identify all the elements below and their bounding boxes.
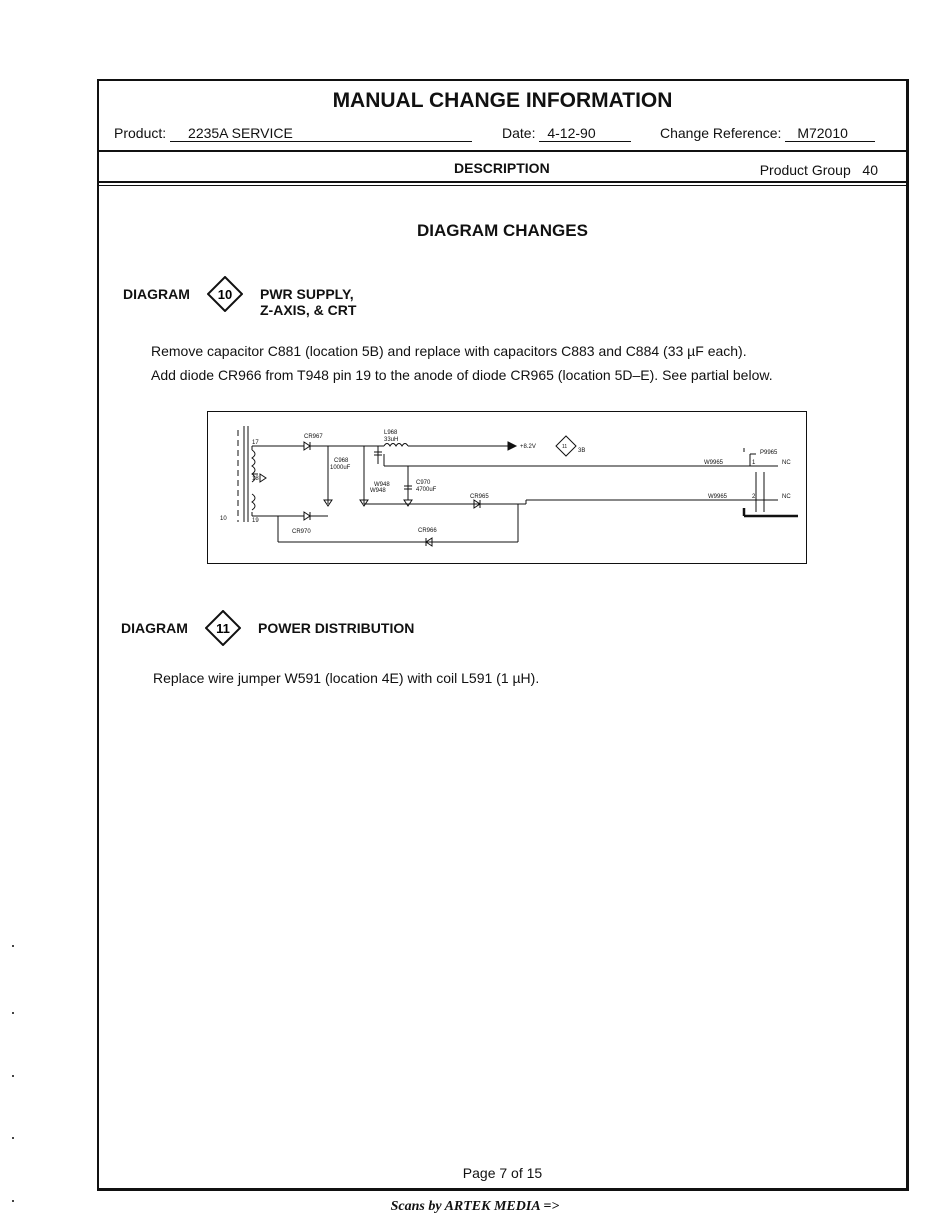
schematic-partial xyxy=(207,411,807,564)
change-reference-label: Change Reference: xyxy=(660,125,782,141)
product-group xyxy=(760,162,878,178)
header-rule-top xyxy=(99,150,906,152)
page-number: Page 7 of 15 xyxy=(462,1165,543,1181)
product-group-value: 40 xyxy=(862,162,878,178)
product-field xyxy=(114,125,472,142)
schematic-label-w948b: W948 xyxy=(370,488,386,494)
date-value: 4-12-90 xyxy=(539,125,631,142)
description-heading: DESCRIPTION xyxy=(454,160,550,176)
diagram-11-paragraph-1: Replace wire jumper W591 (location 4E) with coil L591 (1 µH). xyxy=(153,670,540,686)
schematic-label-pin1: 1 xyxy=(752,460,756,466)
schematic-label-pin10: 10 xyxy=(220,516,227,522)
scan-speck xyxy=(12,1200,14,1202)
schematic-label-cr966: CR966 xyxy=(418,528,437,534)
schematic-label-cr970: CR970 xyxy=(292,529,311,535)
scan-speck xyxy=(12,1075,14,1077)
schematic-label-p9965: P9965 xyxy=(760,450,778,456)
product-group-label: Product Group xyxy=(759,162,851,178)
change-reference-value: M72010 xyxy=(785,125,875,142)
schematic-label-pin17: 17 xyxy=(252,440,259,446)
schematic-label-c968: C968 xyxy=(334,458,349,464)
schematic-label-voltage: +8.2V xyxy=(520,444,536,450)
product-value: 2235A SERVICE xyxy=(170,125,472,142)
schematic-label-ref-number: 11 xyxy=(562,444,568,450)
schematic-label-pin2: 2 xyxy=(752,494,756,500)
schematic-label-c970: C970 xyxy=(416,480,431,486)
diagram-11-number: 11 xyxy=(216,621,230,636)
page-title: MANUAL CHANGE INFORMATION xyxy=(332,89,673,112)
schematic-label-w9965b: W9965 xyxy=(708,494,728,500)
product-label: Product: xyxy=(114,125,167,141)
schematic-label-c968-value: 1000uF xyxy=(330,465,351,471)
diagram-10-number: 10 xyxy=(217,287,233,302)
diagram-number-diamond-icon xyxy=(205,610,241,646)
schematic-label-pin18: 18 xyxy=(252,476,259,482)
change-reference-field xyxy=(660,125,875,142)
schematic-label-nc2: NC xyxy=(782,494,791,500)
schematic-drawing xyxy=(208,412,805,562)
schematic-label-nc1: NC xyxy=(782,460,791,466)
document-frame xyxy=(97,79,909,1191)
schematic-label-l968-value: 33uH xyxy=(384,437,399,443)
scan-speck xyxy=(12,1012,14,1014)
diagram-11-title: POWER DISTRIBUTION xyxy=(258,620,415,636)
schematic-label-ref-suffix: 3B xyxy=(578,448,586,454)
diagram-10-paragraph-1: Remove capacitor C881 (location 5B) and replace with capacitors C883 and C884 (33 µF each). xyxy=(151,343,747,359)
header-rule-bottom xyxy=(99,185,906,186)
schematic-label-cr965: CR965 xyxy=(470,494,489,500)
schematic-label-cr967: CR967 xyxy=(304,434,323,440)
diagram-number-diamond-icon xyxy=(207,276,243,312)
date-field xyxy=(502,125,631,142)
scan-speck xyxy=(12,1137,14,1139)
scan-speck xyxy=(12,945,14,947)
diagram-10-title-line1: PWR SUPPLY, xyxy=(260,286,354,302)
schematic-label-pin19: 19 xyxy=(252,518,259,524)
diagram-10-label: DIAGRAM xyxy=(123,286,190,302)
date-label: Date: xyxy=(502,125,536,141)
header-rule-mid xyxy=(99,181,906,183)
scan-credit-footer: Scans by ARTEK MEDIA => xyxy=(390,1199,560,1214)
diagram-11-label: DIAGRAM xyxy=(121,620,188,636)
schematic-label-w9965a: W9965 xyxy=(704,460,724,466)
schematic-label-c970-value: 4700uF xyxy=(416,487,437,493)
schematic-label-l968: L968 xyxy=(384,430,398,436)
diagram-changes-heading: DIAGRAM CHANGES xyxy=(417,221,588,240)
schematic-label-w948a: W948 xyxy=(374,482,390,488)
diagram-10-title-line2: Z-AXIS, & CRT xyxy=(260,302,357,318)
diagram-10-paragraph-2: Add diode CR966 from T948 pin 19 to the anode of diode CR965 (location 5D–E). See partial below. xyxy=(151,367,773,383)
